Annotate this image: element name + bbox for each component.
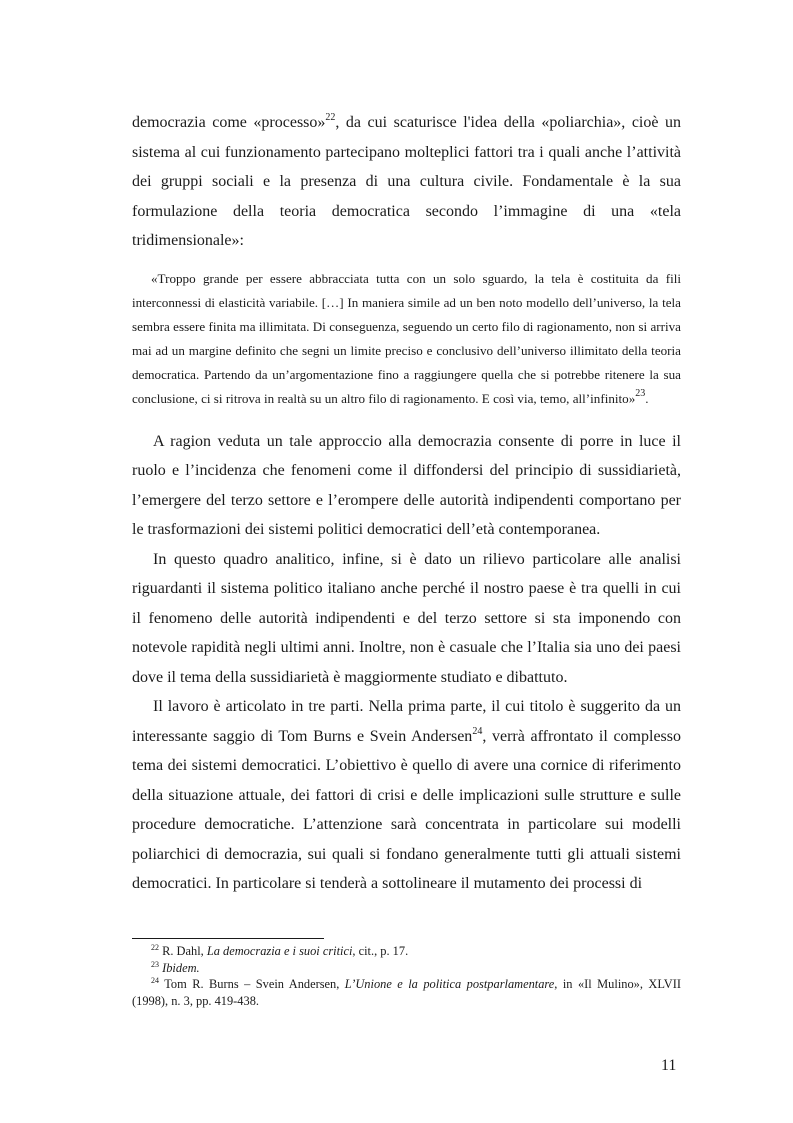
footnotes [132,943,681,1009]
footnote-text: , in «Il Mulino», XLVII (1998), n. 3, pp. 419-438. [132,977,681,1008]
footnote-number: 23 [151,959,159,969]
paragraph-3-text-1: Il lavoro è articolato in tre parti. Nella prima parte, il cui titolo è suggerito da un interessante saggio di Tom Burns e Svein Andersen [132,698,681,745]
paragraph-3 [132,692,681,899]
footnote-ref-23[interactable]: 23 [635,387,646,399]
intro-text-2: , da cui scaturisce l'idea della «poliarchia», cioè un sistema al cui funzionamento partecipano molteplici fattori tra i quali anche l’attività dei gruppi sociali e la presenza di una cultura civile. Fondamentale è la sua formulazione della teoria democratica secondo l’immagine di una «tela tridimensionale»: [132,114,681,249]
footnote-text: , cit., p. 17. [352,944,409,958]
footnote-title: L’Unione e la politica postparlamentare [344,977,555,991]
footnote-23 [132,960,681,977]
paragraph-3-text-2: , verrà affrontato il complesso tema dei sistemi democratici. L’obiettivo è quello di avere una cornice di riferimento della situazione attuale, dei fattori di crisi e delle implicazioni sulle strutture e sulle procedure democratiche. L’attenzione sarà concentrata in particolare sui modelli poliarchici di democrazia, sui quali si fondano generalmente tutti gli attuali sistemi democratici. In particolare si tenderà a sottolineare il mutamento dei processi di [132,727,681,892]
footnote-divider [132,938,324,939]
page-number: 11 [661,1057,677,1074]
footnote-text: R. Dahl, [159,944,207,958]
quote-text: «Troppo grande per essere abbracciata tutta con un solo sguardo, la tela è costituita da fili interconnessi di elasticità variabile. […] In maniera simile ad un ben noto modello dell’universo, la tela sembra essere finita ma illimitata. Di conseguenza, seguendo un certo filo di ragionamento, non si arriva mai ad un margine definito che segni un limite preciso e conclusivo dell’universo illimitato della teoria democratica. Partendo da un’argomentazione fino a raggiungere quella che si potrebbe ritenere la sua conclusione, ci si ritrova in realtà su un altro filo di ragionamento. E così via, temo, all’infinito» [132,270,681,406]
block-quote [132,267,681,411]
footnote-22 [132,943,681,960]
footnote-title: Ibidem. [162,960,200,975]
footnote-number: 22 [151,943,159,952]
footnote-number: 24 [151,976,159,985]
intro-paragraph [132,108,681,256]
footnote-ref-24[interactable]: 24 [472,725,483,737]
quote-end: . [645,390,649,406]
footnote-ref-22[interactable]: 22 [325,112,336,123]
paragraph-2: In questo quadro analitico, infine, si è dato un rilievo particolare alle analisi riguardanti il sistema politico italiano anche perché il nostro paese è tra quelli in cui il fenomeno delle autorità indipendenti e del terzo settore si sta imponendo con notevole rapidità negli ultimi anni. Inoltre, non è casuale che l’Italia sia uno dei paesi dove il tema della sussidiarietà è maggiormente studiato e dibattuto. [132,550,681,686]
intro-text-1: democrazia come «processo» [132,114,326,131]
footnote-title: La democrazia e i suoi critici [206,944,353,958]
page-body [132,108,681,899]
paragraph-1: A ragion veduta un tale approccio alla democrazia consente di porre in luce il ruolo e l’incidenza che fenomeni come il diffondersi del principio di sussidiarietà, l’emergere del terzo settore e l’erompere delle autorità indipendenti comportano per le trasformazioni dei sistemi politici democratici dell’età contemporanea. [132,432,681,538]
footnote-24 [132,976,681,1009]
footnote-text: Tom R. Burns – Svein Andersen, [159,977,345,991]
